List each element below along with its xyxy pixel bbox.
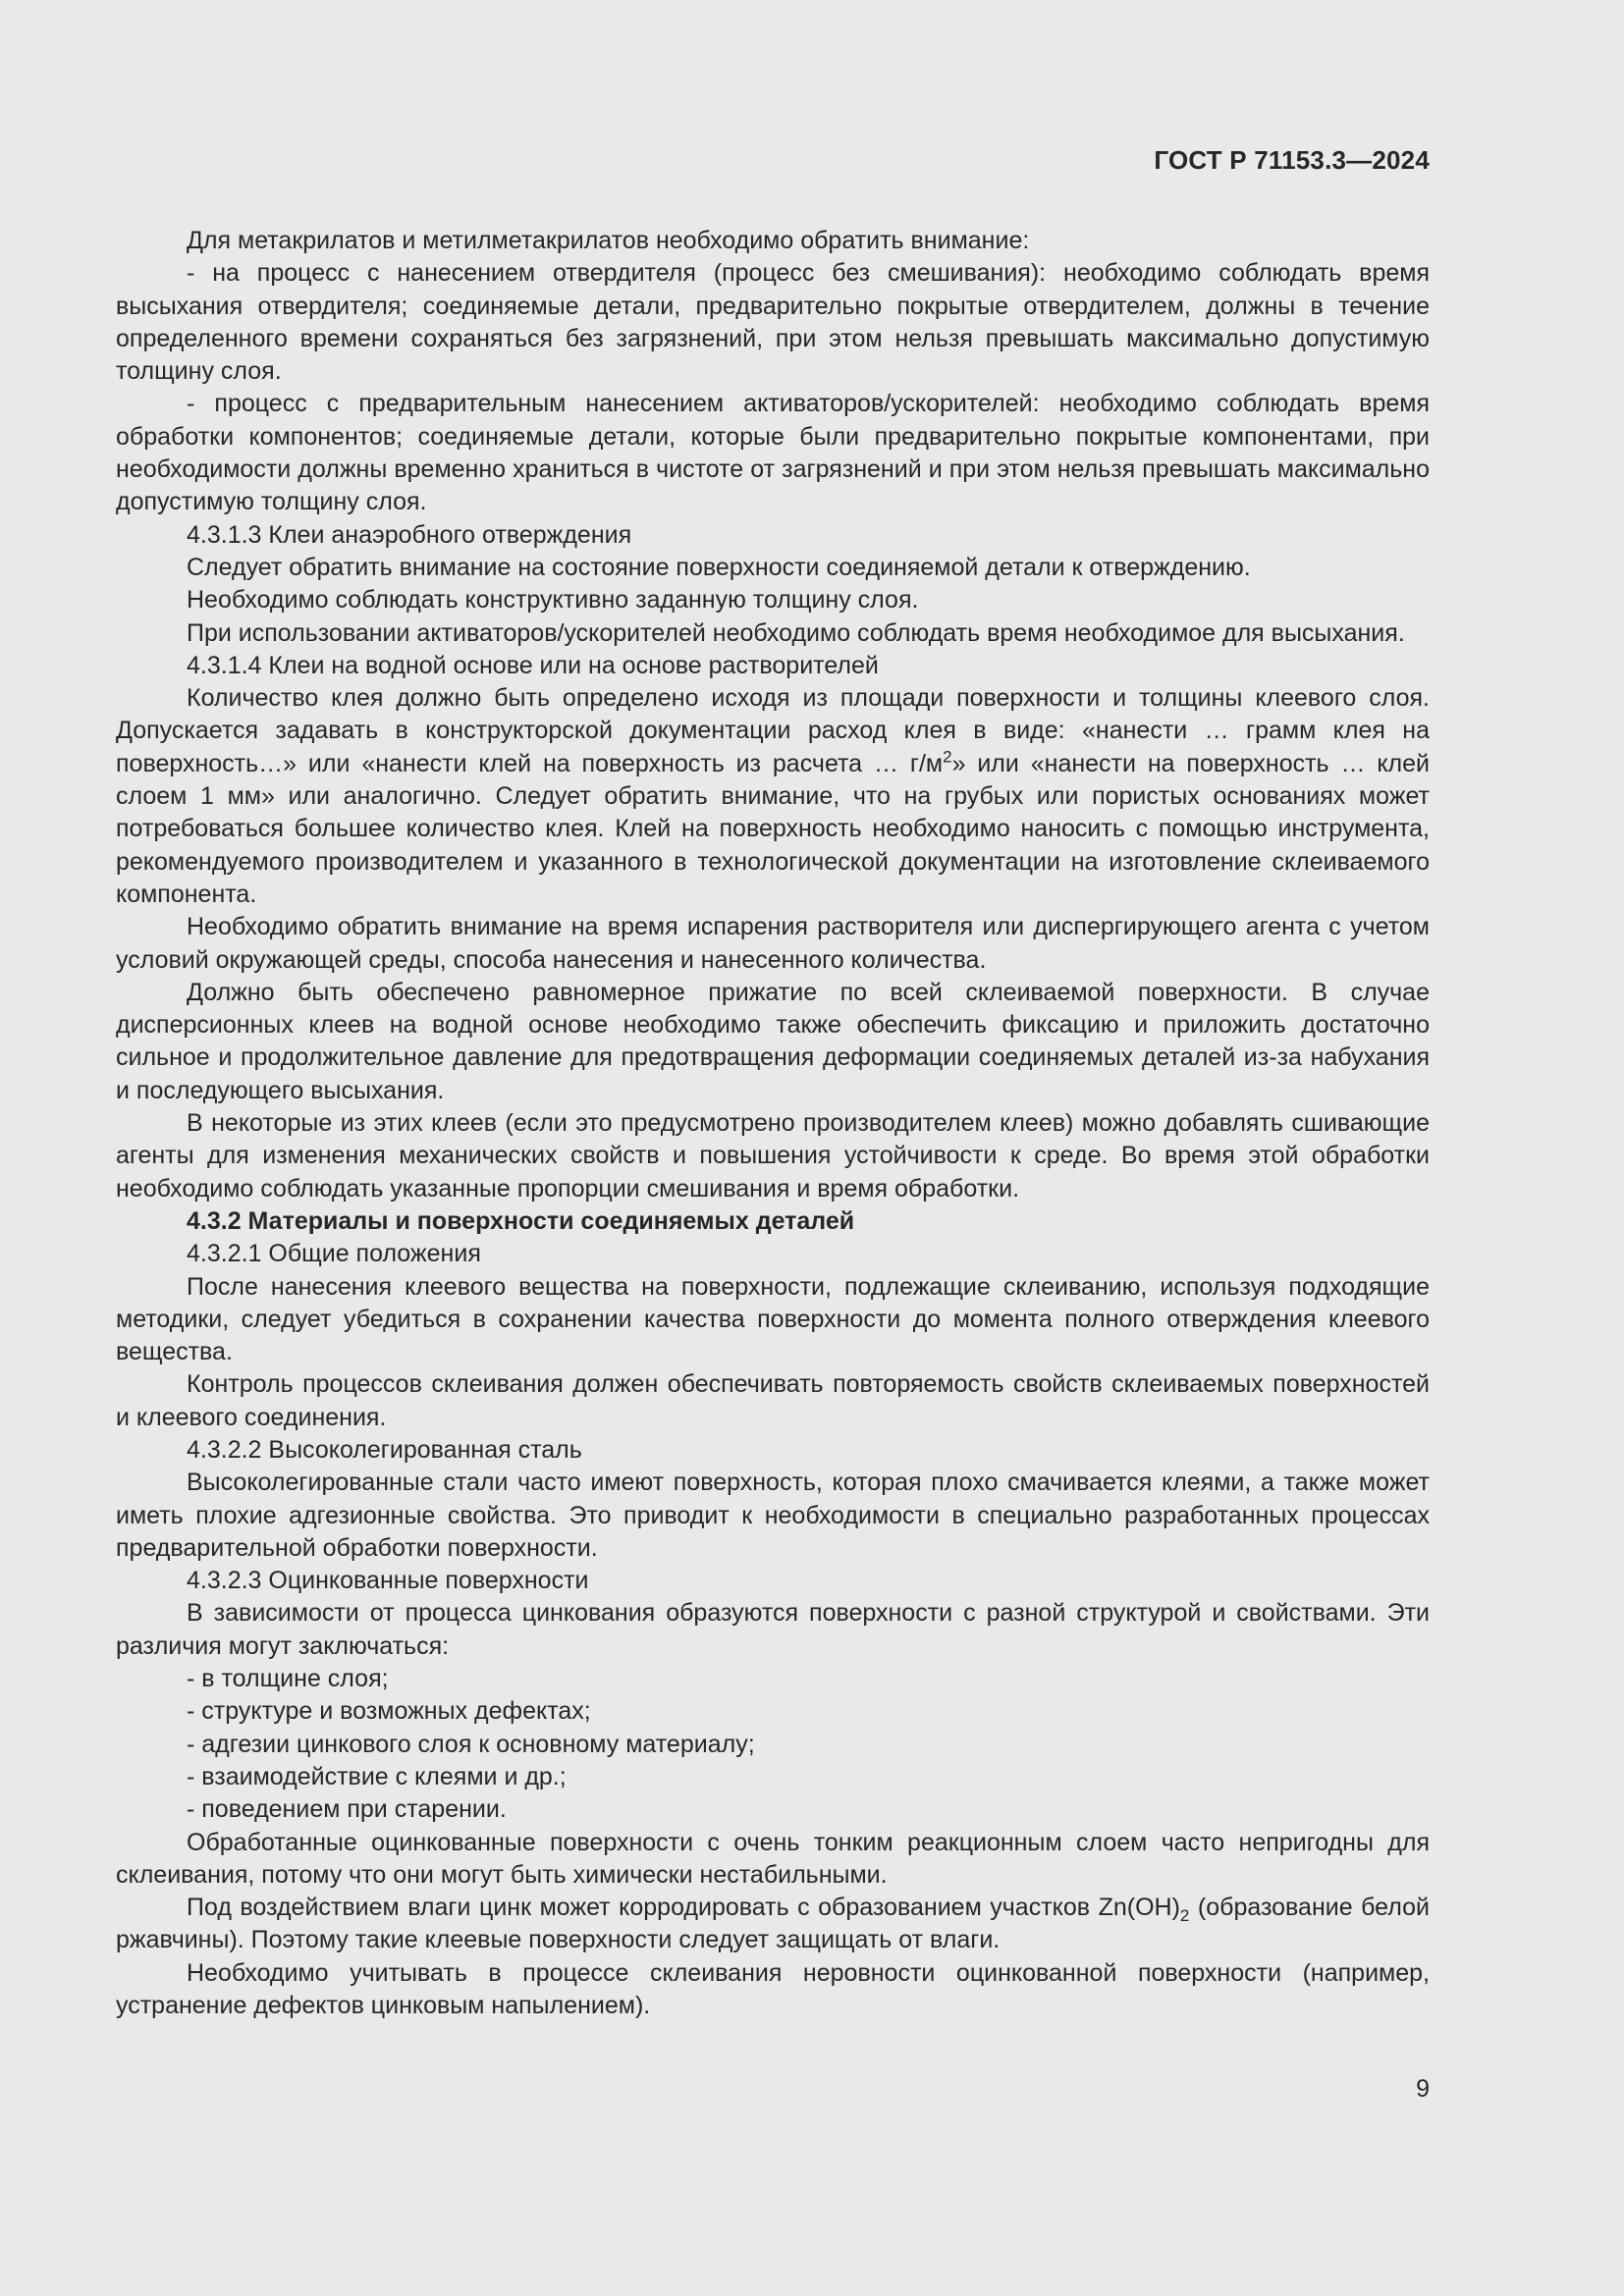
paragraph: Необходимо учитывать в процессе склеивания неровности оцинкованной поверхности (например, устранение дефектов цинковым напылением). <box>116 1958 1430 2020</box>
superscript: 2 <box>943 747 952 767</box>
list-item: - структуре и возможных дефектах; <box>187 1697 591 1726</box>
section-heading: 4.3.1.4 Клеи на водной основе или на основе растворителей <box>187 651 879 679</box>
paragraph: Контроль процессов склеивания должен обеспечивать повторяемость свойств склеиваемых поверхностей и клеевого соединения. <box>116 1370 1430 1431</box>
paragraph: Должно быть обеспечено равномерное прижатие по всей склеиваемой поверхности. В случае дисперсионных клеев на водной основе необходимо также обеспечить фиксацию и приложить достаточно сильное и продолжительное давление для предотвращения деформации соединяемых деталей из-за набухания и последующего высыхания. <box>116 978 1430 1104</box>
paragraph: После нанесения клеевого вещества на поверхности, подлежащие склеиванию, используя подходящие методики, следует убедиться в сохранении качества поверхности до момента полного отверждения клеевого вещества. <box>116 1272 1430 1366</box>
paragraph-text: (образование белой ржавчины). Поэтому такие клеевые поверхности следует защищать от влаги. <box>116 1894 1430 1954</box>
section-heading: 4.3.2.1 Общие положения <box>187 1240 481 1268</box>
paragraph-text: Под воздействием влаги цинк может корродировать с образованием участков Zn(OH) <box>187 1894 1180 1922</box>
document-body <box>116 225 1430 2022</box>
paragraph: Необходимо обратить внимание на время испарения растворителя или диспергирующего агента с учетом условий окружающей среды, способа нанесения и нанесенного количества. <box>116 913 1430 974</box>
list-item: - адгезии цинкового слоя к основному материалу; <box>187 1730 755 1758</box>
paragraph <box>116 682 1430 911</box>
paragraph: Высоколегированные стали часто имеют поверхность, которая плохо смачивается клеями, а также может иметь плохие адгезионные свойства. Это приводит к необходимости в специально разработанных процессах предварительной обработки поверхности. <box>116 1468 1430 1562</box>
list-item: - в толщине слоя; <box>187 1665 389 1693</box>
paragraph: В некоторые из этих клеев (если это предусмотрено производителем клеев) можно добавлять сшивающие агенты для изменения механических свойств и повышения устойчивости к среде. Во время этой обработки необходимо соблюдать указанные пропорции смешивания и время обработки. <box>116 1109 1430 1202</box>
page-number: 9 <box>1416 2075 1430 2103</box>
section-heading: 4.3.1.3 Клеи анаэробного отверждения <box>187 520 632 549</box>
list-item: - взаимодействие с клеями и др.; <box>187 1762 567 1790</box>
paragraph-text: » или «нанести на поверхность … клей слоем 1 мм» или аналогично. Следует обратить внимание, что на грубых или пористых основаниях может потребоваться большее количество клея. Клей на поверхность необходимо наносить с помощью инструмента, рекомендуемого производителем и указанного в технологической документации на изготовление склеиваемого компонента. <box>116 749 1430 908</box>
list-item: - поведением при старении. <box>187 1795 507 1824</box>
paragraph: Следует обратить внимание на состояние поверхности соединяемой детали к отверждению. <box>187 553 1251 581</box>
section-heading-bold: 4.3.2 Материалы и поверхности соединяемых деталей <box>187 1206 855 1235</box>
paragraph: При использовании активаторов/ускорителей необходимо соблюдать время необходимое для высыхания. <box>187 618 1405 647</box>
document-header: ГОСТ Р 71153.3—2024 <box>1154 145 1430 175</box>
list-item: - на процесс с нанесением отвердителя (процесс без смешивания): необходимо соблюдать время высыхания отвердителя; соединяемые детали, предварительно покрытые отвердителем, должны в течение определенного времени сохраняться без загрязнений, при этом нельзя превышать максимально допустимую толщину слоя. <box>116 259 1430 386</box>
section-heading: 4.3.2.3 Оцинкованные поверхности <box>187 1567 589 1595</box>
subscript: 2 <box>1179 1906 1190 1926</box>
paragraph: Обработанные оцинкованные поверхности с очень тонким реакционным слоем часто непригодны для склеивания, потому что они могут быть химически нестабильными. <box>116 1828 1430 1889</box>
paragraph <box>116 1892 1430 1957</box>
section-heading: 4.3.2.2 Высоколегированная сталь <box>187 1435 582 1464</box>
paragraph: В зависимости от процесса цинкования образуются поверхности с разной структурой и свойствами. Эти различия могут заключаться: <box>116 1599 1430 1660</box>
paragraph-text: Количество клея должно быть определено исходя из площади поверхности и толщины клеевого слоя. Допускается задавать в конструкторской документации расход клея в виде: «нанести … грамм клея на поверхность…» или «нанести клей на поверхность из расчета … г/м <box>116 684 1430 777</box>
list-item: - процесс с предварительным нанесением активаторов/ускорителей: необходимо соблюдать время обработки компонентов; соединяемые детали, которые были предварительно покрытые компонентами, при необходимости должны временно храниться в чистоте от загрязнений и при этом нельзя превышать максимально допустимую толщину слоя. <box>116 390 1430 516</box>
paragraph: Для метакрилатов и метилметакрилатов необходимо обратить внимание: <box>187 227 1030 254</box>
paragraph: Необходимо соблюдать конструктивно заданную толщину слоя. <box>187 586 919 614</box>
